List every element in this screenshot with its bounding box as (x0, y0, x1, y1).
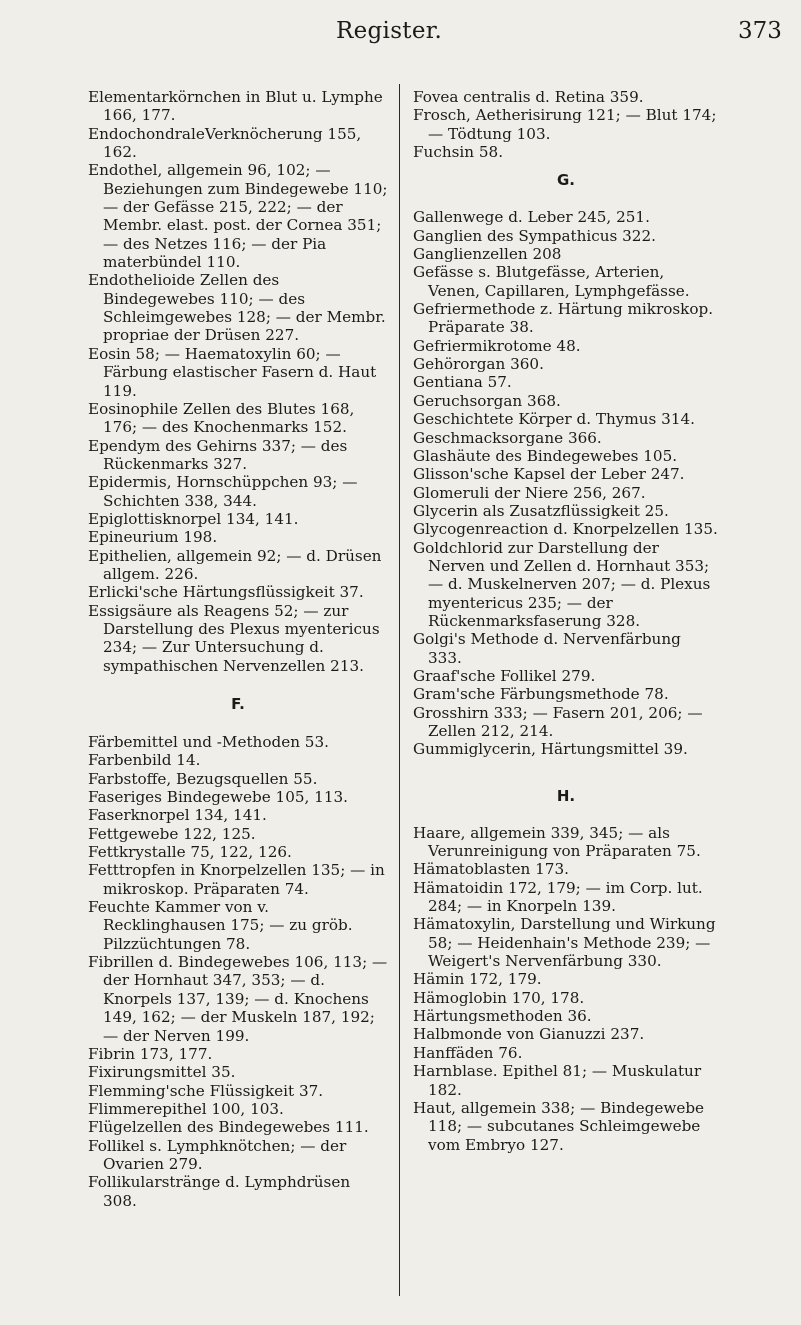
index-entry: Flemming'sche Flüssigkeit 37. (88, 1081, 324, 1100)
index-entry: Hämatoblasten 173. (413, 860, 569, 879)
index-entry: Hämoglobin 170, 178. (413, 988, 585, 1007)
index-entry: Frosch, Aetherisirung 121; — Blut 174; — Tödtung 103. (413, 106, 717, 143)
entries-f-continued (413, 88, 719, 161)
index-entry: Endothelioide Zellen des Bindegewebes 110; — des Schleimgewebes 128; — der Membr. propriae der Drüsen 227. (88, 271, 386, 345)
index-entry: Eosinophile Zellen des Blutes 168, 176; — des Knochenmarks 152. (88, 399, 355, 437)
running-title: Register. (336, 18, 443, 44)
index-entry: Fibrin 173, 177. (88, 1044, 213, 1063)
index-entry: Glashäute des Bindegewebes 105. (413, 446, 678, 465)
left-column (88, 88, 388, 1210)
page-number: 373 (738, 18, 782, 44)
index-entry: Haut, allgemein 338; — Bindegewebe 118; — subcutanes Schleimgewebe vom Embryo 127. (413, 1098, 705, 1154)
index-entry: Epithelien, allgemein 92; — d. Drüsen allgem. 226. (88, 546, 382, 583)
column-divider (399, 84, 400, 1296)
index-entry: Fettkrystalle 75, 122, 126. (88, 843, 292, 862)
index-entry: Goldchlorid zur Darstellung der Nerven und Zellen d. Hornhaut 353; — d. Muskelnerven 207; — d. Plexus myentericus 235; — der Rückenmarksfaserung 328. (413, 538, 711, 630)
section-letter-h: H. (556, 786, 576, 805)
index-entry: Flügelzellen des Bindegewebes 111. (88, 1118, 369, 1137)
entries-e (88, 88, 388, 675)
index-entry: Gram'sche Färbungsmethode 78. (413, 685, 669, 704)
index-entry: Glycogenreaction d. Knorpelzellen 135. (413, 520, 718, 539)
index-entry: Gallenwege d. Leber 245, 251. (413, 208, 650, 227)
index-entry: Ganglien des Sympathicus 322. (413, 226, 656, 245)
index-entry: Golgi's Methode d. Nervenfärbung 333. (413, 630, 681, 667)
index-entry: Epidermis, Hornschüppchen 93; — Schichten 338, 344. (88, 473, 358, 510)
index-entry: Follikularstränge d. Lymphdrüsen 308. (88, 1173, 351, 1210)
index-entry: Haare, allgemein 339, 345; — als Verunreinigung von Präparaten 75. (413, 823, 701, 861)
index-entry: Gefässe s. Blutgefässe, Arterien, Venen, Capillaren, Lymphgefässe. (413, 263, 690, 300)
index-entry: EndochondraleVerknöcherung 155, 162. (88, 124, 362, 162)
index-entry: Faseriges Bindegewebe 105, 113. (88, 788, 348, 807)
index-entry: Epiglottisknorpel 134, 141. (88, 509, 299, 528)
index-entry: Ganglienzellen 208 (413, 245, 562, 264)
index-entry: Hämin 172, 179. (413, 970, 542, 989)
index-entry: Hämatoxylin, Darstellung und Wirkung 58; — Heidenhain's Methode 239; — Weigert's Nervenfärbung 330. (413, 915, 716, 971)
index-entry: Geschmacksorgane 366. (413, 428, 602, 447)
index-entry: Faserknorpel 134, 141. (88, 806, 267, 825)
index-entry: Gentiana 57. (413, 373, 512, 392)
right-column (413, 88, 719, 1154)
index-entry: Glomeruli der Niere 256, 267. (413, 483, 646, 502)
index-entry: Fettgewebe 122, 125. (88, 824, 256, 843)
entries-g (413, 208, 719, 758)
index-entry: Fovea centralis d. Retina 359. (413, 88, 644, 106)
index-entry: Geruchsorgan 368. (413, 391, 561, 410)
index-entry: Erlicki'sche Härtungsflüssigkeit 37. (88, 583, 364, 602)
index-entry: Epineurium 198. (88, 528, 218, 547)
index-entry: Glycerin als Zusatzflüssigkeit 25. (413, 501, 669, 520)
index-entry: Fibrillen d. Bindegewebes 106, 113; — der Hornhaut 347, 353; — d. Knorpels 137, 139; — d. Knochens 149, 162; — der Muskeln 187, 192; — der Nerven 199. (88, 953, 388, 1045)
index-entry: Hämatoidin 172, 179; — im Corp. lut. 284; — in Knorpeln 139. (413, 878, 703, 916)
index-entry: Farbenbild 14. (88, 751, 201, 770)
index-entry: Feuchte Kammer von v. Recklinghausen 175; — zu gröb. Pilzzüchtungen 78. (88, 898, 353, 953)
index-entry: Essigsäure als Reagens 52; — zur Darstellung des Plexus myentericus 234; — Zur Untersuchung d. sympathischen Nervenzellen 213. (88, 601, 380, 675)
index-entry: Färbemittel und -Methoden 53. (88, 733, 329, 751)
index-entry: Eosin 58; — Haematoxylin 60; — Färbung elastischer Fasern d. Haut 119. (88, 344, 377, 400)
index-entry: Endothel, allgemein 96, 102; — Beziehungen zum Bindegewebe 110; — der Gefässe 215, 222; — der Membr. elast. post. der Cornea 351; — des Netzes 116; — der Pia materbündel 110. (88, 161, 388, 272)
index-entry: Graaf'sche Follikel 279. (413, 666, 596, 685)
index-entry: Halbmonde von Gianuzzi 237. (413, 1025, 645, 1044)
entries-h (413, 824, 719, 1154)
entries-f (88, 733, 388, 1210)
index-entry: Fixirungsmittel 35. (88, 1063, 236, 1082)
index-entry: Hanffäden 76. (413, 1043, 523, 1062)
index-entry: Glisson'sche Kapsel der Leber 247. (413, 465, 685, 484)
section-letter-g: G. (556, 171, 575, 190)
index-entry: Ependym des Gehirns 337; — des Rückenmarks 327. (88, 436, 348, 473)
page-header (0, 0, 801, 70)
index-entry: Flimmerepithel 100, 103. (88, 1099, 284, 1118)
index-entry: Follikel s. Lymphknötchen; — der Ovarien 279. (88, 1136, 347, 1173)
section-letter-f: F. (231, 695, 245, 713)
index-entry: Gummiglycerin, Härtungsmittel 39. (413, 740, 688, 759)
index-entry: Geschichtete Körper d. Thymus 314. (413, 410, 695, 429)
index-entry: Gefriermikrotome 48. (413, 336, 581, 355)
index-entry: Härtungsmethoden 36. (413, 1007, 592, 1026)
index-entry: Gehörorgan 360. (413, 355, 544, 374)
index-entry: Fuchsin 58. (413, 143, 504, 162)
index-entry: Harnblase. Epithel 81; — Muskulatur 182. (413, 1062, 702, 1099)
index-entry: Fetttropfen in Knorpelzellen 135; — in mikroskop. Präparaten 74. (88, 861, 385, 898)
index-entry: Gefriermethode z. Härtung mikroskop. Präparate 38. (413, 300, 714, 337)
index-entry: Farbstoffe, Bezugsquellen 55. (88, 769, 318, 788)
index-entry: Elementarkörnchen in Blut u. Lymphe 166, 177. (88, 88, 383, 125)
index-entry: Grosshirn 333; — Fasern 201, 206; — Zellen 212, 214. (413, 703, 703, 740)
